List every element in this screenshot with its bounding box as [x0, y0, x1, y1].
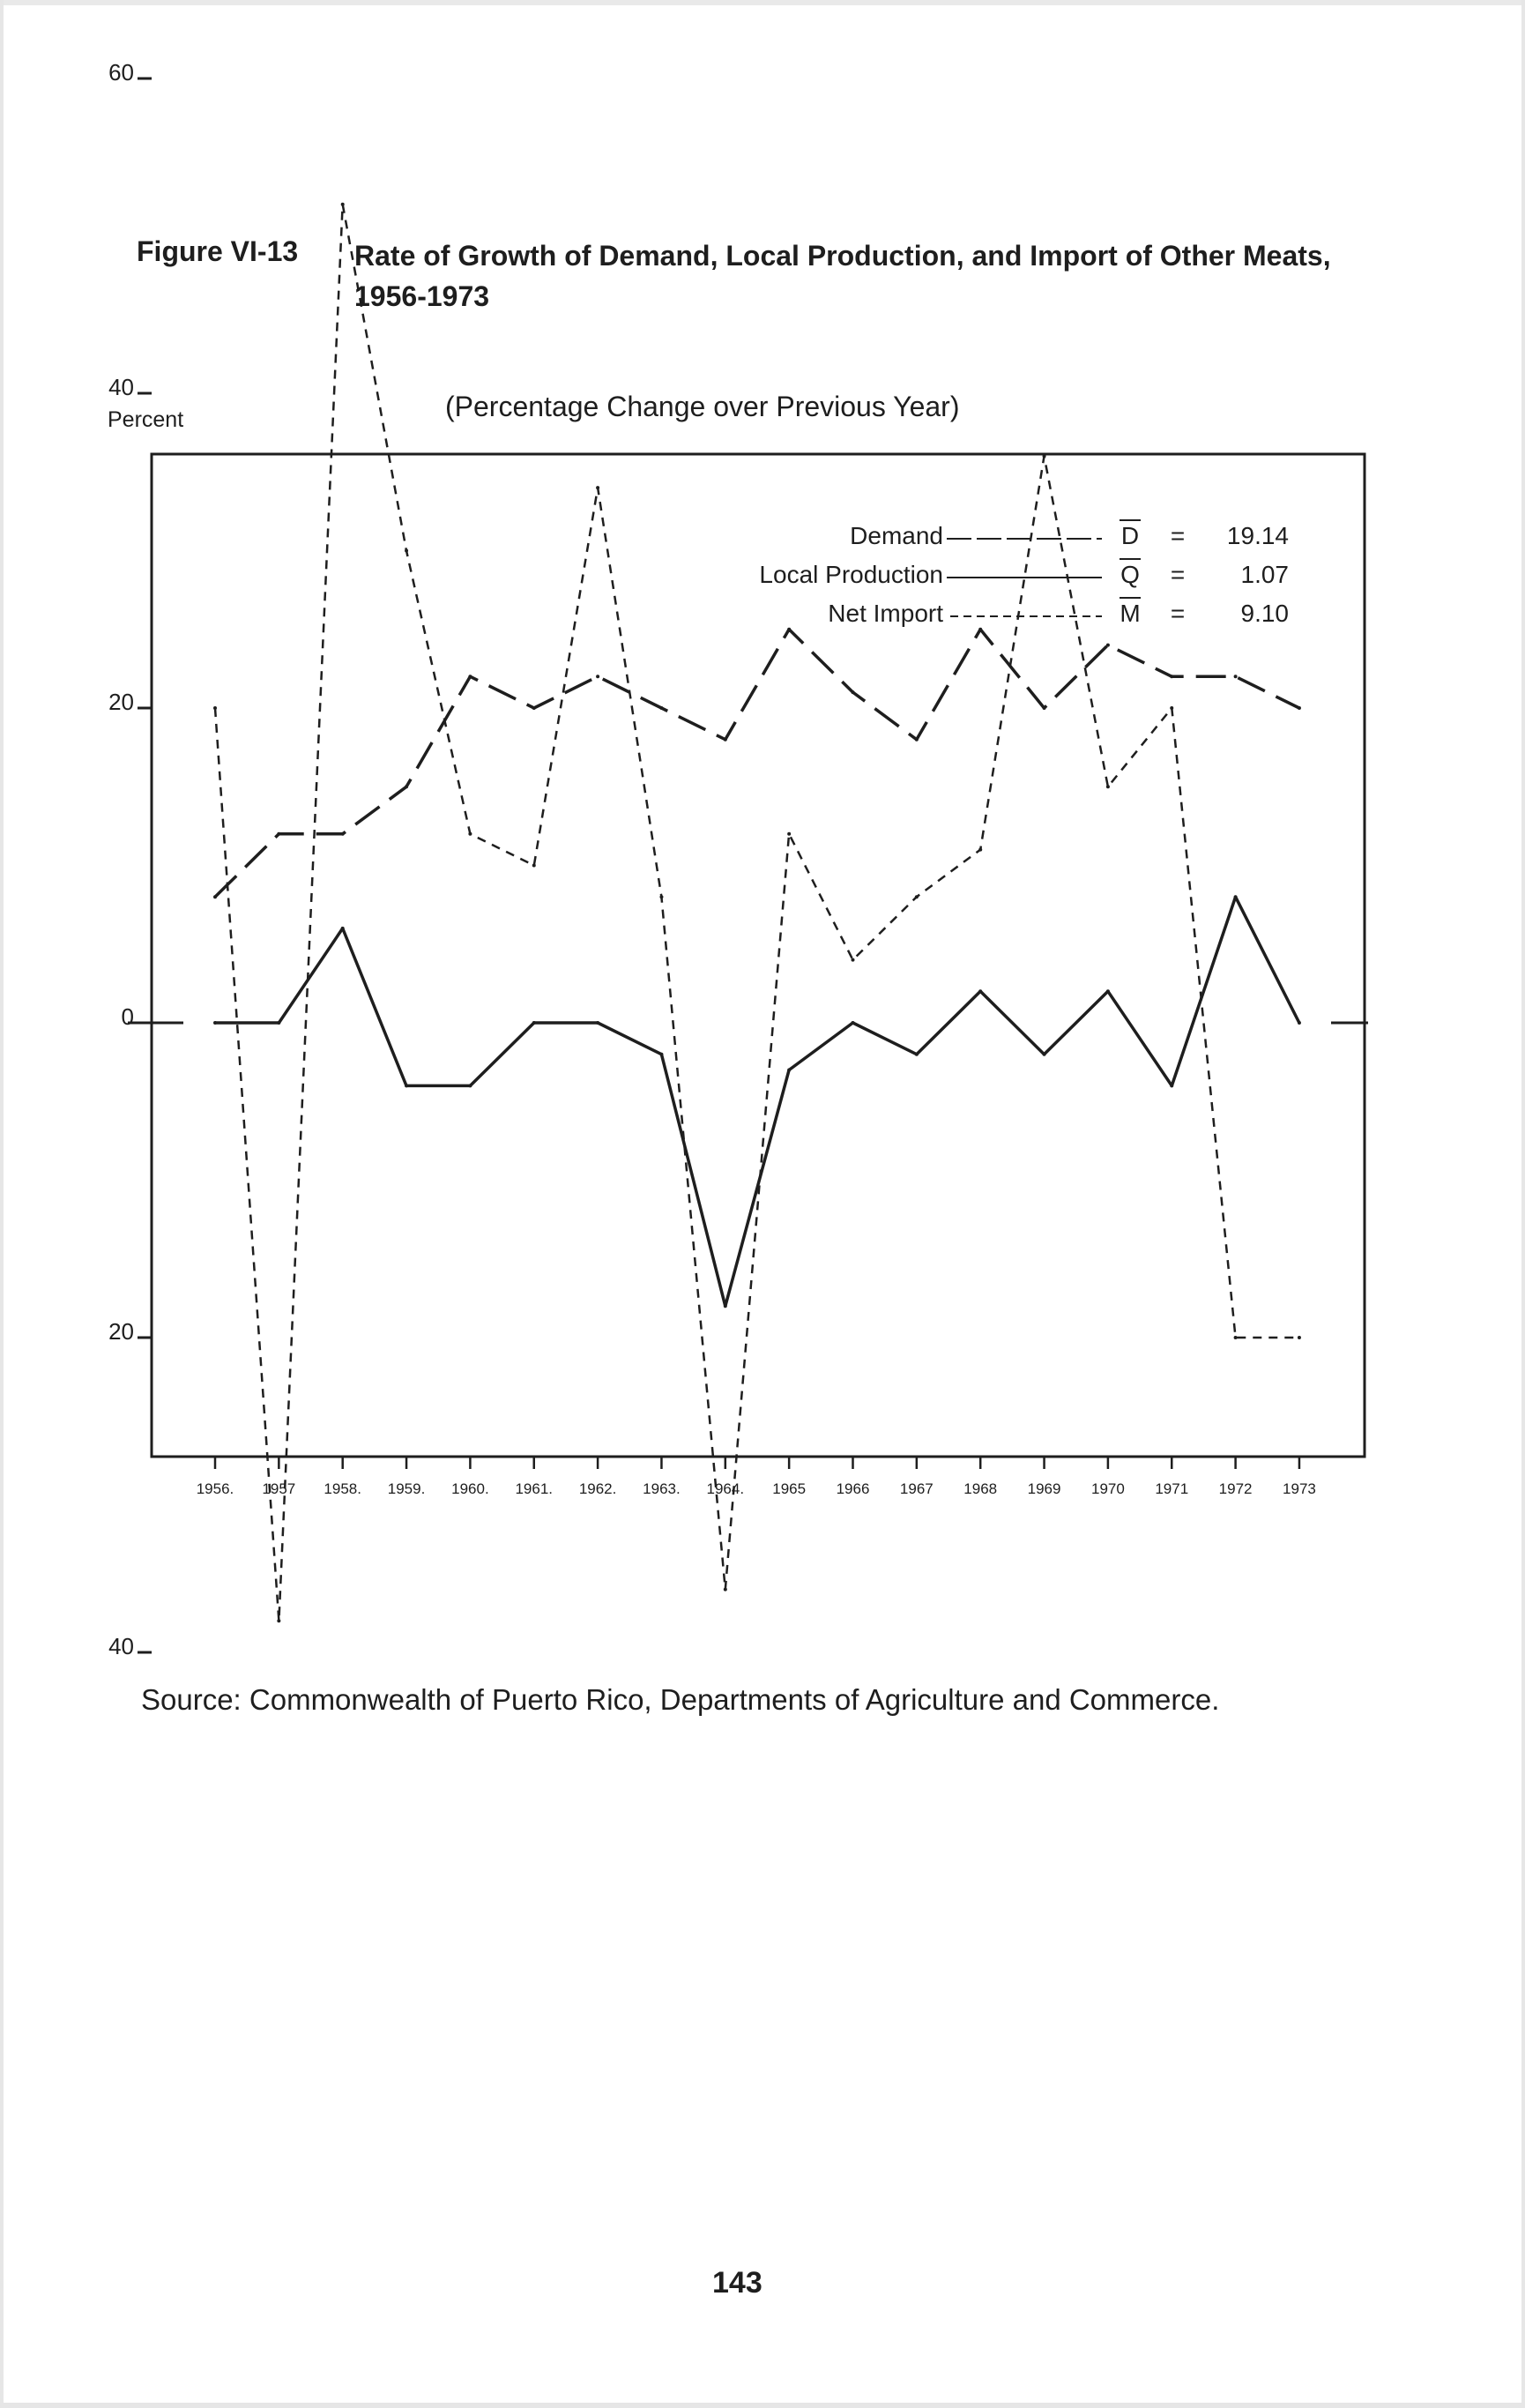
- data-point-net-import: [1043, 454, 1046, 458]
- legend-symbol-demand: D: [1120, 522, 1140, 549]
- x-tick-label: 1959.: [387, 1480, 426, 1497]
- data-point-demand: [341, 832, 345, 836]
- x-axis-ticks: [197, 1457, 1316, 1497]
- data-point-net-import: [213, 706, 217, 710]
- data-point-net-import: [1106, 785, 1110, 788]
- data-point-local-production: [1298, 1021, 1301, 1025]
- data-point-demand: [277, 832, 280, 836]
- data-point-local-production: [915, 1053, 919, 1056]
- x-tick-label: 1973: [1283, 1480, 1316, 1497]
- y-tick-label: 40: [108, 374, 134, 400]
- y-axis-ticks: [108, 59, 152, 1659]
- legend-equals: =: [1170, 600, 1186, 627]
- data-point-net-import: [787, 832, 791, 836]
- data-point-local-production: [596, 1021, 599, 1025]
- figure-label: Figure VI-13: [137, 235, 299, 267]
- chart-subtitle: (Percentage Change over Previous Year): [445, 391, 960, 422]
- legend-mean-local-production: 1.07: [1240, 561, 1289, 588]
- data-point-local-production: [1043, 1053, 1046, 1056]
- data-point-local-production: [724, 1304, 727, 1308]
- y-tick-label: 20: [108, 1318, 134, 1345]
- data-point-demand: [1170, 675, 1173, 678]
- series-lines: [213, 203, 1301, 1623]
- series-line-net-import: [215, 205, 1299, 1621]
- data-point-net-import: [1234, 1336, 1238, 1339]
- x-tick-label: 1971: [1155, 1480, 1189, 1497]
- y-tick-label: 40: [108, 1633, 134, 1659]
- data-point-local-production: [1170, 1084, 1173, 1087]
- x-tick-label: 1965: [772, 1480, 807, 1497]
- scan-edge-bottom: [0, 2403, 1525, 2408]
- page-number: 143: [712, 2266, 762, 2300]
- x-tick-label: 1963.: [643, 1480, 681, 1497]
- data-point-local-production: [532, 1021, 536, 1025]
- data-point-net-import: [1170, 706, 1173, 710]
- data-point-net-import: [852, 958, 855, 962]
- x-tick-label: 1972: [1218, 1480, 1253, 1497]
- data-point-demand: [787, 628, 791, 631]
- series-line-demand: [215, 630, 1299, 897]
- data-point-demand: [213, 895, 217, 898]
- data-point-local-production: [978, 989, 982, 993]
- data-point-demand: [1043, 706, 1046, 710]
- x-tick-label: 1960.: [451, 1480, 489, 1497]
- data-point-demand: [852, 690, 855, 694]
- data-point-demand: [1234, 675, 1238, 678]
- data-point-net-import: [341, 203, 345, 206]
- x-tick-label: 1957: [262, 1480, 296, 1497]
- data-point-local-production: [277, 1021, 280, 1025]
- x-tick-label: 1964.: [706, 1480, 745, 1497]
- data-point-net-import: [978, 848, 982, 852]
- data-point-net-import: [277, 1619, 280, 1622]
- legend-equals: =: [1170, 522, 1186, 549]
- data-point-demand: [532, 706, 536, 710]
- x-tick-label: 1966: [836, 1480, 870, 1497]
- y-tick-label: 20: [108, 689, 134, 715]
- legend-symbol-net-import: M: [1120, 600, 1141, 627]
- data-point-net-import: [659, 895, 663, 898]
- data-point-local-production: [852, 1021, 855, 1025]
- legend-label-local-production: Local Production: [759, 561, 943, 588]
- legend-symbol-local-production: Q: [1120, 561, 1140, 588]
- data-point-demand: [468, 675, 472, 678]
- y-axis-label: Percent: [108, 407, 184, 432]
- data-point-local-production: [1234, 895, 1238, 898]
- data-point-net-import: [468, 832, 472, 836]
- x-tick-label: 1967: [899, 1480, 934, 1497]
- data-point-local-production: [405, 1084, 408, 1087]
- data-point-demand: [596, 675, 599, 678]
- x-tick-label: 1962.: [578, 1480, 617, 1497]
- data-point-local-production: [213, 1021, 217, 1025]
- source-note: Source: Commonwealth of Puerto Rico, Departments of Agriculture and Commerce.: [141, 1683, 1220, 1716]
- data-point-demand: [724, 738, 727, 742]
- y-tick-label: 0: [121, 1003, 134, 1030]
- x-tick-label: 1961.: [515, 1480, 554, 1497]
- chart-legend: [759, 520, 1289, 627]
- y-tick-label: 60: [108, 59, 134, 86]
- x-tick-label: 1969: [1027, 1480, 1061, 1497]
- data-point-demand: [659, 706, 663, 710]
- data-point-demand: [1298, 706, 1301, 710]
- data-point-demand: [1106, 644, 1110, 647]
- data-point-local-production: [659, 1053, 663, 1056]
- legend-label-net-import: Net Import: [828, 600, 943, 627]
- data-point-net-import: [532, 864, 536, 868]
- data-point-local-production: [341, 927, 345, 930]
- data-point-local-production: [787, 1069, 791, 1072]
- data-point-net-import: [724, 1588, 727, 1592]
- data-point-net-import: [1298, 1336, 1301, 1339]
- x-tick-label: 1970: [1090, 1480, 1125, 1497]
- x-tick-label: 1956.: [196, 1480, 234, 1497]
- data-point-net-import: [596, 486, 599, 489]
- data-point-net-import: [915, 895, 919, 898]
- x-tick-label: 1968: [963, 1480, 998, 1497]
- figure-title: Rate of Growth of Demand, Local Production, and Import of Other Meats, 1956-1973: [354, 240, 1331, 312]
- series-line-local-production: [215, 897, 1299, 1306]
- data-point-demand: [915, 738, 919, 742]
- legend-mean-demand: 19.14: [1226, 522, 1289, 549]
- data-point-net-import: [405, 549, 408, 553]
- data-point-local-production: [468, 1084, 472, 1087]
- x-tick-label: 1958.: [324, 1480, 361, 1497]
- data-point-demand: [405, 785, 408, 788]
- data-point-local-production: [1106, 989, 1110, 993]
- data-point-demand: [978, 628, 982, 631]
- legend-equals: =: [1170, 561, 1186, 588]
- legend-label-demand: Demand: [850, 522, 943, 549]
- legend-mean-net-import: 9.10: [1240, 600, 1289, 627]
